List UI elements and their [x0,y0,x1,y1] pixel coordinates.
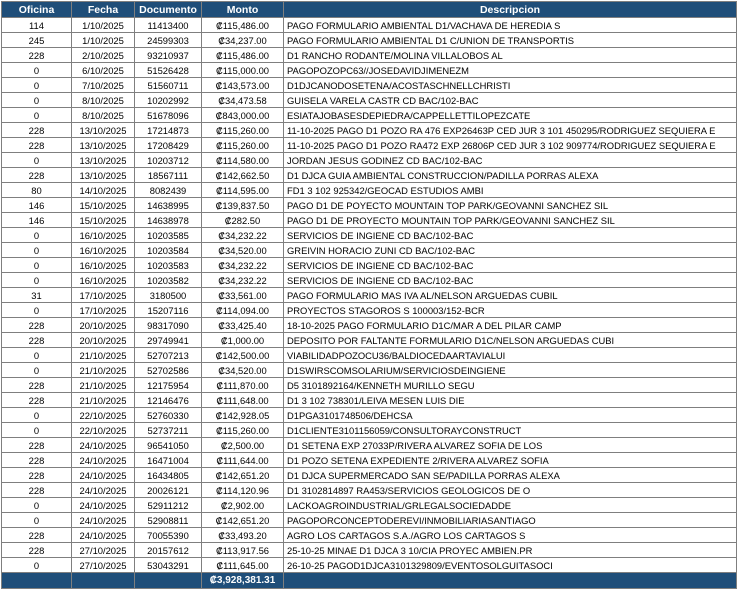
cell-oficina[interactable]: 0 [2,558,72,573]
cell-documento[interactable]: 10203582 [135,273,202,288]
cell-descripcion[interactable]: 11-10-2025 PAGO D1 POZO RA 476 EXP26463P CED JUR 3 101 450295/RODRIGUEZ SEQUIERA E [284,123,737,138]
cell-oficina[interactable]: 146 [2,213,72,228]
cell-oficina[interactable]: 0 [2,258,72,273]
cell-descripcion[interactable]: 18-10-2025 PAGO FORMULARIO D1C/MAR A DEL PILAR CAMP [284,318,737,333]
cell-monto[interactable]: ₡115,260.00 [202,138,284,153]
cell-oficina[interactable]: 245 [2,33,72,48]
cell-oficina[interactable]: 228 [2,333,72,348]
cell-documento[interactable]: 12146476 [135,393,202,408]
cell-documento[interactable]: 70055390 [135,528,202,543]
table-body [2,18,737,573]
cell-descripcion[interactable]: D1 DJCA GUIA AMBIENTAL CONSTRUCCION/PADILLA PORRAS ALEXA [284,168,737,183]
cell-oficina[interactable]: 0 [2,303,72,318]
cell-documento[interactable]: 15207116 [135,303,202,318]
cell-monto[interactable]: ₡111,648.00 [202,393,284,408]
cell-descripcion[interactable]: D1SWIRSCOMSOLARIUM/SERVICIOSDEINGIENE [284,363,737,378]
cell-monto[interactable]: ₡115,260.00 [202,423,284,438]
cell-oficina[interactable]: 0 [2,228,72,243]
cell-monto[interactable]: ₡34,237.00 [202,33,284,48]
cell-documento[interactable]: 18567111 [135,168,202,183]
total-cell-empty[interactable] [72,573,135,589]
cell-oficina[interactable]: 31 [2,288,72,303]
cell-oficina[interactable]: 0 [2,423,72,438]
cell-documento[interactable]: 10203585 [135,228,202,243]
cell-descripcion[interactable]: FD1 3 102 925342/GEOCAD ESTUDIOS AMBI [284,183,737,198]
cell-fecha[interactable]: 27/10/2025 [72,558,135,573]
cell-documento[interactable]: 93210937 [135,48,202,63]
cell-oficina[interactable]: 0 [2,243,72,258]
cell-descripcion[interactable]: D1 POZO SETENA EXPEDIENTE 2/RIVERA ALVAREZ SOFIA [284,453,737,468]
cell-oficina[interactable]: 228 [2,528,72,543]
cell-descripcion[interactable]: SERVICIOS DE INGIENE CD BAC/102-BAC [284,228,737,243]
cell-fecha[interactable]: 24/10/2025 [72,453,135,468]
cell-monto[interactable]: ₡2,500.00 [202,438,284,453]
cell-monto[interactable]: ₡115,000.00 [202,63,284,78]
cell-oficina[interactable]: 0 [2,108,72,123]
table-row [2,33,737,48]
cell-monto[interactable]: ₡113,917.56 [202,543,284,558]
cell-descripcion[interactable]: ESIATAJOBASESDEPIEDRA/CAPPELLETTILOPEZCATE [284,108,737,123]
cell-monto[interactable]: ₡142,928.05 [202,408,284,423]
table-row [2,453,737,468]
table-row [2,468,737,483]
cell-documento[interactable]: 51560711 [135,78,202,93]
cell-monto[interactable]: ₡142,651.20 [202,468,284,483]
cell-documento[interactable]: 52702586 [135,363,202,378]
cell-monto[interactable]: ₡142,651.20 [202,513,284,528]
cell-fecha[interactable]: 24/10/2025 [72,498,135,513]
cell-descripcion[interactable]: LACKOAGROINDUSTRIAL/GRLEGALSOCIEDADDE [284,498,737,513]
cell-fecha[interactable]: 13/10/2025 [72,138,135,153]
cell-fecha[interactable]: 13/10/2025 [72,123,135,138]
cell-oficina[interactable]: 0 [2,363,72,378]
cell-descripcion[interactable]: PAGOPORCONCEPTODEREVI/INMOBILIARIASANTIAGO [284,513,737,528]
table-row [2,378,737,393]
cell-descripcion[interactable]: PAGO FORMULARIO AMBIENTAL D1/VACHAVA DE HEREDIA S [284,18,737,33]
cell-documento[interactable]: 8082439 [135,183,202,198]
cell-fecha[interactable]: 17/10/2025 [72,303,135,318]
table-row [2,543,737,558]
cell-descripcion[interactable]: D1 SETENA EXP 27033P/RIVERA ALVAREZ SOFIA DE LOS [284,438,737,453]
table-row [2,123,737,138]
cell-fecha[interactable]: 1/10/2025 [72,33,135,48]
cell-oficina[interactable]: 0 [2,513,72,528]
cell-monto[interactable]: ₡111,644.00 [202,453,284,468]
cell-oficina[interactable]: 0 [2,63,72,78]
table-row [2,213,737,228]
cell-oficina[interactable]: 0 [2,78,72,93]
cell-documento[interactable]: 20157612 [135,543,202,558]
cell-descripcion[interactable]: PAGO FORMULARIO MAS IVA AL/NELSON ARGUEDAS CUBIL [284,288,737,303]
cell-documento[interactable]: 3180500 [135,288,202,303]
cell-monto[interactable]: ₡1,000.00 [202,333,284,348]
cell-descripcion[interactable]: D1 RANCHO RODANTE/MOLINA VILLALOBOS AL [284,48,737,63]
cell-oficina[interactable]: 228 [2,378,72,393]
cell-documento[interactable]: 17208429 [135,138,202,153]
cell-oficina[interactable]: 0 [2,498,72,513]
cell-documento[interactable]: 17214873 [135,123,202,138]
cell-oficina[interactable]: 228 [2,168,72,183]
cell-fecha[interactable]: 20/10/2025 [72,318,135,333]
cell-monto[interactable]: ₡2,902.00 [202,498,284,513]
cell-fecha[interactable]: 20/10/2025 [72,333,135,348]
header-oficina[interactable]: Oficina [2,2,72,18]
cell-documento[interactable]: 10202992 [135,93,202,108]
table-row [2,18,737,33]
cell-fecha[interactable]: 24/10/2025 [72,513,135,528]
cell-descripcion[interactable]: D1 3 102 738301/LEIVA MESEN LUIS DIE [284,393,737,408]
cell-oficina[interactable]: 228 [2,123,72,138]
cell-documento[interactable]: 51678096 [135,108,202,123]
cell-fecha[interactable]: 22/10/2025 [72,423,135,438]
table-row [2,423,737,438]
table-row [2,438,737,453]
cell-monto[interactable]: ₡34,473.58 [202,93,284,108]
table-row [2,153,737,168]
cell-fecha[interactable]: 16/10/2025 [72,258,135,273]
table-row [2,228,737,243]
cell-fecha[interactable]: 27/10/2025 [72,543,135,558]
table-row [2,513,737,528]
table-row [2,138,737,153]
table-row [2,288,737,303]
header-descripcion[interactable]: Descripcion [284,2,737,18]
cell-fecha[interactable]: 13/10/2025 [72,153,135,168]
cell-fecha[interactable]: 17/10/2025 [72,288,135,303]
cell-monto[interactable]: ₡282.50 [202,213,284,228]
cell-descripcion[interactable]: D1 3102814897 RA453/SERVICIOS GEOLOGICOS DE O [284,483,737,498]
table-row [2,498,737,513]
cell-descripcion[interactable]: D1CLIENTE3101156059/CONSULTORAYCONSTRUCT [284,423,737,438]
cell-descripcion[interactable]: PAGO D1 DE POYECTO MOUNTAIN TOP PARK/GEOVANNI SANCHEZ SIL [284,198,737,213]
cell-descripcion[interactable]: D5 3101892164/KENNETH MURILLO SEGU [284,378,737,393]
cell-fecha[interactable]: 21/10/2025 [72,378,135,393]
cell-descripcion[interactable]: DEPOSITO POR FALTANTE FORMULARIO D1C/NELSON ARGUEDAS CUBI [284,333,737,348]
cell-oficina[interactable]: 228 [2,48,72,63]
cell-fecha[interactable]: 1/10/2025 [72,18,135,33]
cell-oficina[interactable]: 228 [2,483,72,498]
cell-descripcion[interactable]: 25-10-25 MINAE D1 DJCA 3 10/CIA PROYEC AMBIEN.PR [284,543,737,558]
cell-documento[interactable]: 12175954 [135,378,202,393]
cell-monto[interactable]: ₡142,662.50 [202,168,284,183]
cell-fecha[interactable]: 8/10/2025 [72,93,135,108]
table-row [2,168,737,183]
cell-fecha[interactable]: 16/10/2025 [72,243,135,258]
cell-fecha[interactable]: 16/10/2025 [72,228,135,243]
cell-descripcion[interactable]: 11-10-2025 PAGO D1 POZO RA472 EXP 26806P CED JUR 3 102 909774/RODRIGUEZ SEQUIERA E [284,138,737,153]
cell-descripcion[interactable]: VIABILIDADPOZOCU36/BALDIOCEDAARTAVIALUI [284,348,737,363]
cell-monto[interactable]: ₡114,595.00 [202,183,284,198]
cell-documento[interactable]: 16471004 [135,453,202,468]
cell-fecha[interactable]: 21/10/2025 [72,363,135,378]
cell-documento[interactable]: 10203583 [135,258,202,273]
cell-descripcion[interactable]: GREIVIN HORACIO ZUNI CD BAC/102-BAC [284,243,737,258]
cell-oficina[interactable]: 0 [2,273,72,288]
table-row [2,48,737,63]
cell-documento[interactable]: 52911212 [135,498,202,513]
table-row [2,273,737,288]
transactions-table [1,1,737,589]
cell-documento[interactable]: 11413400 [135,18,202,33]
cell-monto[interactable]: ₡139,837.50 [202,198,284,213]
cell-fecha[interactable]: 14/10/2025 [72,183,135,198]
cell-documento[interactable]: 10203712 [135,153,202,168]
cell-descripcion[interactable]: SERVICIOS DE INGIENE CD BAC/102-BAC [284,273,737,288]
cell-fecha[interactable]: 24/10/2025 [72,483,135,498]
cell-documento[interactable]: 96541050 [135,438,202,453]
cell-oficina[interactable]: 0 [2,408,72,423]
total-row [2,573,737,589]
header-monto[interactable]: Monto [202,2,284,18]
table-row [2,483,737,498]
header-fecha[interactable]: Fecha [72,2,135,18]
cell-descripcion[interactable]: PAGOPOZOPC63//JOSEDAVIDJIMENEZM [284,63,737,78]
cell-monto[interactable]: ₡34,520.00 [202,243,284,258]
cell-descripcion[interactable]: 26-10-25 PAGOD1DJCA3101329809/EVENTOSOLGUITASOCI [284,558,737,573]
cell-oficina[interactable]: 228 [2,438,72,453]
cell-oficina[interactable]: 228 [2,318,72,333]
table-row [2,408,737,423]
table-row [2,393,737,408]
cell-documento[interactable]: 14638978 [135,213,202,228]
cell-documento[interactable]: 52908811 [135,513,202,528]
cell-descripcion[interactable]: PROYECTOS STAGOROS S 100003/152-BCR [284,303,737,318]
table-row [2,78,737,93]
total-cell-empty[interactable] [284,573,737,589]
table-row [2,318,737,333]
cell-descripcion[interactable]: SERVICIOS DE INGIENE CD BAC/102-BAC [284,258,737,273]
total-cell-empty[interactable] [2,573,72,589]
cell-descripcion[interactable]: D1PGA3101748506/DEHCSA [284,408,737,423]
cell-fecha[interactable]: 6/10/2025 [72,63,135,78]
table-row [2,333,737,348]
cell-fecha[interactable]: 15/10/2025 [72,213,135,228]
cell-oficina[interactable]: 228 [2,453,72,468]
table-row [2,93,737,108]
cell-fecha[interactable]: 22/10/2025 [72,408,135,423]
cell-monto[interactable]: ₡114,580.00 [202,153,284,168]
cell-fecha[interactable]: 21/10/2025 [72,393,135,408]
total-cell-empty[interactable] [135,573,202,589]
cell-documento[interactable]: 52707213 [135,348,202,363]
cell-documento[interactable]: 29749941 [135,333,202,348]
cell-documento[interactable]: 16434805 [135,468,202,483]
table-row [2,243,737,258]
cell-documento[interactable]: 52737211 [135,423,202,438]
cell-monto[interactable]: ₡34,232.22 [202,273,284,288]
table-row [2,528,737,543]
cell-oficina[interactable]: 0 [2,153,72,168]
cell-fecha[interactable]: 2/10/2025 [72,48,135,63]
cell-documento[interactable]: 14638995 [135,198,202,213]
cell-documento[interactable]: 53043291 [135,558,202,573]
cell-monto[interactable]: ₡111,870.00 [202,378,284,393]
cell-descripcion[interactable]: PAGO FORMULARIO AMBIENTAL D1 C/UNION DE TRANSPORTIS [284,33,737,48]
cell-monto[interactable]: ₡143,573.00 [202,78,284,93]
header-row [2,2,737,18]
table-row [2,348,737,363]
cell-oficina[interactable]: 0 [2,348,72,363]
cell-documento[interactable]: 98317090 [135,318,202,333]
cell-fecha[interactable]: 15/10/2025 [72,198,135,213]
cell-fecha[interactable]: 8/10/2025 [72,108,135,123]
cell-monto[interactable]: ₡115,486.00 [202,18,284,33]
cell-oficina[interactable]: 114 [2,18,72,33]
total-amount[interactable]: ₡3,928,381.31 [202,573,284,589]
cell-documento[interactable]: 10203584 [135,243,202,258]
cell-fecha[interactable]: 7/10/2025 [72,78,135,93]
cell-documento[interactable]: 52760330 [135,408,202,423]
cell-fecha[interactable]: 21/10/2025 [72,348,135,363]
header-documento[interactable]: Documento [135,2,202,18]
cell-monto[interactable]: ₡115,486.00 [202,48,284,63]
cell-oficina[interactable]: 228 [2,393,72,408]
table-row [2,363,737,378]
cell-oficina[interactable]: 228 [2,543,72,558]
table-row [2,183,737,198]
cell-oficina[interactable]: 146 [2,198,72,213]
cell-monto[interactable]: ₡34,232.22 [202,228,284,243]
cell-documento[interactable]: 24599303 [135,33,202,48]
cell-documento[interactable]: 20026121 [135,483,202,498]
cell-monto[interactable]: ₡843,000.00 [202,108,284,123]
table-row [2,108,737,123]
cell-descripcion[interactable]: AGRO LOS CARTAGOS S.A./AGRO LOS CARTAGOS S [284,528,737,543]
cell-monto[interactable]: ₡114,094.00 [202,303,284,318]
cell-fecha[interactable]: 24/10/2025 [72,438,135,453]
cell-monto[interactable]: ₡114,120.96 [202,483,284,498]
cell-descripcion[interactable]: JORDAN JESUS GODINEZ CD BAC/102-BAC [284,153,737,168]
cell-monto[interactable]: ₡34,520.00 [202,363,284,378]
table-row [2,303,737,318]
cell-monto[interactable]: ₡142,500.00 [202,348,284,363]
table-row [2,258,737,273]
cell-oficina[interactable]: 0 [2,93,72,108]
cell-descripcion[interactable]: GUISELA VARELA CASTR CD BAC/102-BAC [284,93,737,108]
cell-fecha[interactable]: 16/10/2025 [72,273,135,288]
cell-oficina[interactable]: 80 [2,183,72,198]
cell-fecha[interactable]: 24/10/2025 [72,528,135,543]
cell-monto[interactable]: ₡34,232.22 [202,258,284,273]
cell-fecha[interactable]: 13/10/2025 [72,168,135,183]
cell-descripcion[interactable]: D1 DJCA SUPERMERCADO SAN SE/PADILLA PORRAS ALEXA [284,468,737,483]
cell-oficina[interactable]: 228 [2,138,72,153]
table-row [2,198,737,213]
table-row [2,63,737,78]
table-row [2,558,737,573]
cell-monto[interactable]: ₡115,260.00 [202,123,284,138]
cell-oficina[interactable]: 228 [2,468,72,483]
cell-monto[interactable]: ₡33,561.00 [202,288,284,303]
cell-monto[interactable]: ₡33,425.40 [202,318,284,333]
cell-monto[interactable]: ₡111,645.00 [202,558,284,573]
cell-monto[interactable]: ₡33,493.20 [202,528,284,543]
cell-descripcion[interactable]: PAGO D1 DE PROYECTO MOUNTAIN TOP PARK/GEOVANNI SANCHEZ SIL [284,213,737,228]
cell-documento[interactable]: 51526428 [135,63,202,78]
cell-descripcion[interactable]: D1DJCANODOSETENA/ACOSTASCHNELLCHRISTI [284,78,737,93]
cell-fecha[interactable]: 24/10/2025 [72,468,135,483]
